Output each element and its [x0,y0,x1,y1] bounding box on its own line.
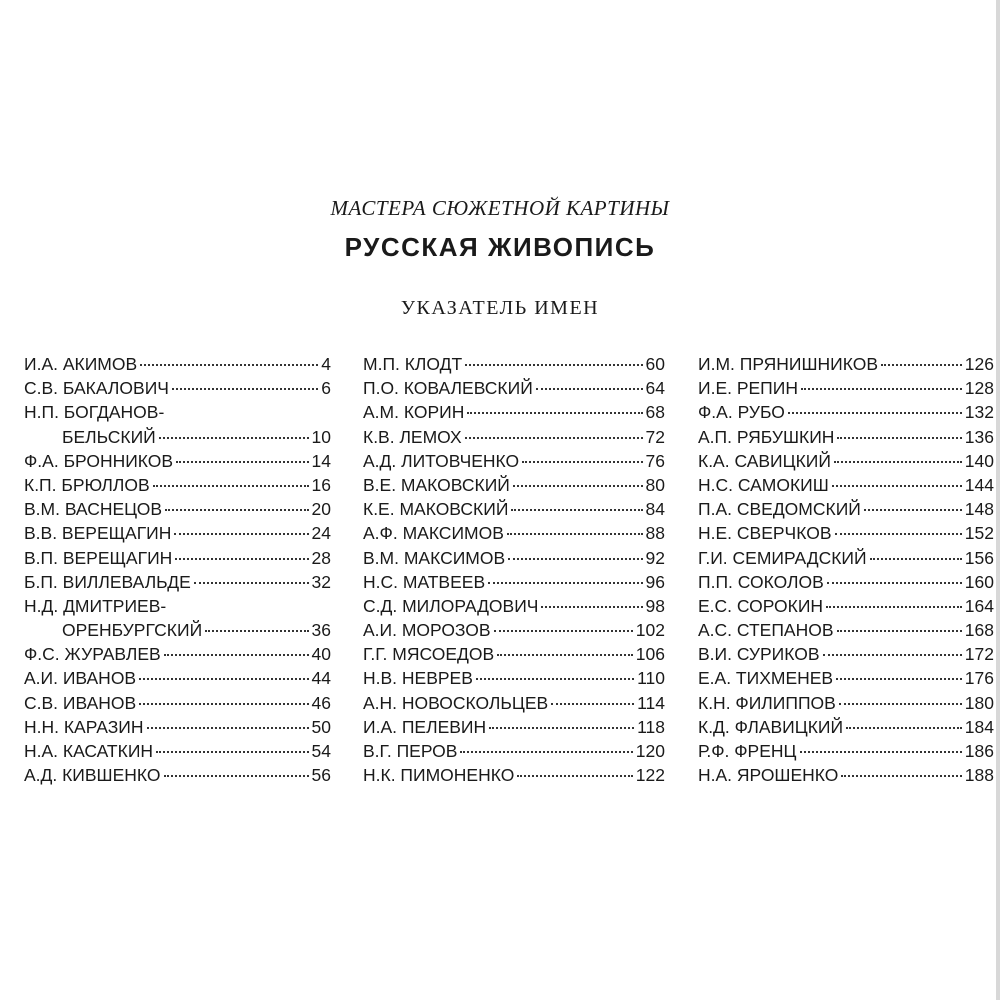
entry-name: Ф.С. ЖУРАВЛЕВ [24,644,161,665]
entry-name: В.М. МАКСИМОВ [363,547,506,568]
entry-page: 92 [645,547,665,568]
entry-name: С.В. БАКАЛОВИЧ [24,378,169,399]
dot-leader [832,485,962,487]
index-entry [698,449,994,473]
entry-page: 68 [645,402,665,423]
entry-page: 36 [311,620,331,641]
entry-name: В.Е. МАКОВСКИЙ [363,474,510,495]
dot-leader [834,461,962,463]
entry-page: 186 [964,741,994,761]
entry-name: Н.С. МАТВЕЕВ [363,571,486,592]
entry-page: 10 [311,426,331,447]
index-entry [698,400,994,424]
index-column-2 [363,352,665,787]
entry-name: П.П. СОКОЛОВ [698,571,824,592]
entry-name: А.П. РЯБУШКИН [698,426,835,447]
entry-page: 156 [964,547,994,568]
dot-leader [507,533,643,535]
book-title: РУССКАЯ ЖИВОПИСЬ [344,232,656,262]
index-entry [698,376,994,400]
entry-page: 54 [311,741,331,761]
entry-name: К.В. ЛЕМОХ [363,426,462,447]
dot-leader [551,703,634,705]
dot-leader [147,727,309,729]
entry-name: В.П. ВЕРЕЩАГИН [24,547,173,568]
dot-leader [465,364,642,366]
entry-page: 164 [964,595,994,616]
entry-page: 6 [321,378,331,399]
index-entry [363,546,665,570]
index-entry [698,715,994,739]
entry-page: 28 [311,547,331,568]
index-entry [363,570,665,594]
entry-name: Н.К. ПИМОНЕНКО [363,765,515,786]
entry-page: 76 [645,450,665,471]
entry-page: 106 [635,644,665,665]
index-entry [363,497,665,521]
index-entry [363,763,665,787]
entry-name: И.Е. РЕПИН [698,378,798,399]
index-entry [698,763,994,787]
index-column-1 [24,352,331,787]
dot-leader [864,509,962,511]
dot-leader [827,582,962,584]
entry-page: 118 [637,716,665,737]
index-entry [24,739,331,763]
entry-name: А.Н. НОВОСКОЛЬЦЕВ [363,692,549,713]
entry-name: С.В. ИВАНОВ [24,692,137,713]
entry-page: 80 [645,474,665,495]
entry-page: 102 [635,620,665,641]
entry-page: 16 [311,474,331,495]
entry-name: ОРЕНБУРГСКИЙ [62,620,203,641]
dot-leader [826,606,962,608]
entry-name: Г.Г. МЯСОЕДОВ [363,644,495,665]
entry-name: И.А. ПЕЛЕВИН [363,716,487,737]
dot-leader [511,509,642,511]
entry-name: В.Г. ПЕРОВ [363,741,458,761]
index-entry [698,570,994,594]
entry-name: В.М. ВАСНЕЦОВ [24,499,163,520]
index-entry [698,642,994,666]
entry-name: Е.С. СОРОКИН [698,595,824,616]
dot-leader [881,364,962,366]
entry-name: Ф.А. РУБО [698,402,785,423]
dot-leader [513,485,643,487]
dot-leader [837,630,962,632]
entry-page: 180 [964,692,994,713]
dot-leader [139,703,308,705]
entry-page: 168 [964,620,994,641]
entry-name: Н.Д. ДМИТРИЕВ- [24,595,167,616]
entry-page: 44 [311,668,331,689]
index-entry [698,618,994,642]
index-entry [24,352,331,376]
index-entry [698,352,994,376]
dot-leader [846,727,962,729]
dot-leader [541,606,642,608]
dot-leader [508,558,642,560]
entry-page: 148 [964,499,994,520]
dot-leader [467,412,642,414]
entry-page: 126 [964,354,994,374]
dot-leader [476,678,634,680]
dot-leader [841,775,961,777]
index-entry [24,642,331,666]
entry-name: К.Д. ФЛАВИЦКИЙ [698,716,844,737]
entry-page: 20 [311,499,331,520]
entry-name: Р.Ф. ФРЕНЦ [698,741,797,761]
dot-leader [800,751,962,753]
entry-page: 152 [964,523,994,544]
entry-name: И.А. АКИМОВ [24,354,138,374]
index-entry [363,352,665,376]
dot-leader [801,388,962,390]
index-entry [24,449,331,473]
index-entry [363,473,665,497]
entry-page: 84 [645,499,665,520]
entry-page: 4 [321,354,331,374]
dot-leader [159,437,309,439]
index-entry [363,521,665,545]
entry-page: 46 [311,692,331,713]
entry-name: Н.Н. КАРАЗИН [24,716,144,737]
index-heading: УКАЗАТЕЛЬ ИМЕН [400,297,600,319]
dot-leader [153,485,309,487]
entry-page: 64 [645,378,665,399]
entry-page: 72 [645,426,665,447]
index-entry [24,521,331,545]
index-entry [24,666,331,690]
entry-name: Г.И. СЕМИРАДСКИЙ [698,547,867,568]
entry-page: 60 [645,354,665,374]
index-entry [24,570,331,594]
entry-name: Б.П. ВИЛЛЕВАЛЬДЕ [24,571,191,592]
entry-name: А.Ф. МАКСИМОВ [363,523,504,544]
index-entry [24,425,331,449]
entry-page: 160 [964,571,994,592]
dot-leader [835,533,962,535]
entry-name: К.Н. ФИЛИППОВ [698,692,836,713]
entry-name: А.И. МОРОЗОВ [363,620,491,641]
index-entry [24,473,331,497]
dot-leader [836,678,962,680]
entry-page: 56 [311,765,331,786]
dot-leader [205,630,308,632]
entry-name: БЕЛЬСКИЙ [62,426,156,447]
dot-leader [497,654,633,656]
entry-page: 140 [964,450,994,471]
entry-page: 188 [964,765,994,786]
entry-name: М.П. КЛОДТ [363,354,463,374]
dot-leader [488,582,642,584]
dot-leader [156,751,308,753]
dot-leader [870,558,962,560]
entry-name: П.О. КОВАЛЕВСКИЙ [363,378,533,399]
entry-name: А.Д. КИВШЕНКО [24,765,161,786]
entry-page: 96 [645,571,665,592]
index-entry [698,521,994,545]
dot-leader [460,751,632,753]
entry-name: Н.С. САМОКИШ [698,474,829,495]
entry-name: В.В. ВЕРЕЩАГИН [24,523,172,544]
page-edge-shadow [996,0,1000,1000]
dot-leader [489,727,634,729]
index-entry [363,594,665,618]
entry-name: Н.П. БОГДАНОВ- [24,402,165,423]
index-entry [698,739,994,763]
entry-name: И.М. ПРЯНИШНИКОВ [698,354,878,374]
dot-leader [164,775,309,777]
dot-leader [140,364,318,366]
dot-leader [139,678,308,680]
index-entry [363,376,665,400]
index-entry [698,473,994,497]
dot-leader [494,630,633,632]
entry-page: 40 [311,644,331,665]
entry-page: 32 [311,571,331,592]
dot-leader [823,654,962,656]
dot-leader [172,388,318,390]
entry-page: 176 [964,668,994,689]
index-entry [24,763,331,787]
entry-page: 114 [637,692,665,713]
dot-leader [522,461,642,463]
index-entry [363,666,665,690]
entry-page: 184 [964,716,994,737]
index-entry [363,425,665,449]
entry-name: Ф.А. БРОННИКОВ [24,450,174,471]
entry-page: 172 [964,644,994,665]
dot-leader [517,775,632,777]
entry-page: 14 [311,450,331,471]
index-entry [363,715,665,739]
dot-leader [839,703,962,705]
entry-name: К.П. БРЮЛЛОВ [24,474,150,495]
index-entry [24,400,331,424]
entry-name: Н.Е. СВЕРЧКОВ [698,523,832,544]
index-entry [24,497,331,521]
entry-name: П.А. СВЕДОМСКИЙ [698,499,861,520]
entry-name: Н.А. КАСАТКИН [24,741,154,761]
dot-leader [788,412,962,414]
entry-page: 98 [645,595,665,616]
index-entry [363,691,665,715]
entry-page: 120 [635,741,665,761]
entry-page: 110 [637,668,665,689]
index-entry [698,425,994,449]
entry-name: К.Е. МАКОВСКИЙ [363,499,509,520]
index-entry [363,449,665,473]
entry-page: 24 [311,523,331,544]
dot-leader [837,437,961,439]
index-entry [363,400,665,424]
entry-page: 128 [964,378,994,399]
dot-leader [465,437,643,439]
entry-name: В.И. СУРИКОВ [698,644,820,665]
entry-name: Е.А. ТИХМЕНЕВ [698,668,834,689]
index-entry [698,691,994,715]
index-entry [698,497,994,521]
index-entry [363,642,665,666]
entry-page: 50 [311,716,331,737]
entry-name: С.Д. МИЛОРАДОВИЧ [363,595,539,616]
dot-leader [165,509,309,511]
entry-name: А.М. КОРИН [363,402,465,423]
dot-leader [536,388,643,390]
index-entry [24,691,331,715]
index-entry [698,594,994,618]
dot-leader [174,533,308,535]
dot-leader [176,461,308,463]
index-entry [24,618,331,642]
dot-leader [194,582,309,584]
dot-leader [164,654,309,656]
entry-page: 88 [645,523,665,544]
index-entry [363,739,665,763]
entry-name: Н.В. НЕВРЕВ [363,668,473,689]
index-entry [698,546,994,570]
index-entry [24,546,331,570]
entry-name: А.И. ИВАНОВ [24,668,137,689]
entry-name: К.А. САВИЦКИЙ [698,450,831,471]
index-entry [698,666,994,690]
index-entry [24,715,331,739]
index-entry [24,376,331,400]
index-column-3 [698,352,994,787]
index-entry [363,618,665,642]
entry-page: 136 [964,426,994,447]
index-entry [24,594,331,618]
entry-name: А.С. СТЕПАНОВ [698,620,834,641]
entry-name: Н.А. ЯРОШЕНКО [698,765,839,786]
entry-page: 132 [964,402,994,423]
entry-page: 122 [635,765,665,786]
entry-name: А.Д. ЛИТОВЧЕНКО [363,450,520,471]
series-title: МАСТЕРА СЮЖЕТНОЙ КАРТИНЫ [330,196,670,220]
dot-leader [175,558,308,560]
entry-page: 144 [964,474,994,495]
